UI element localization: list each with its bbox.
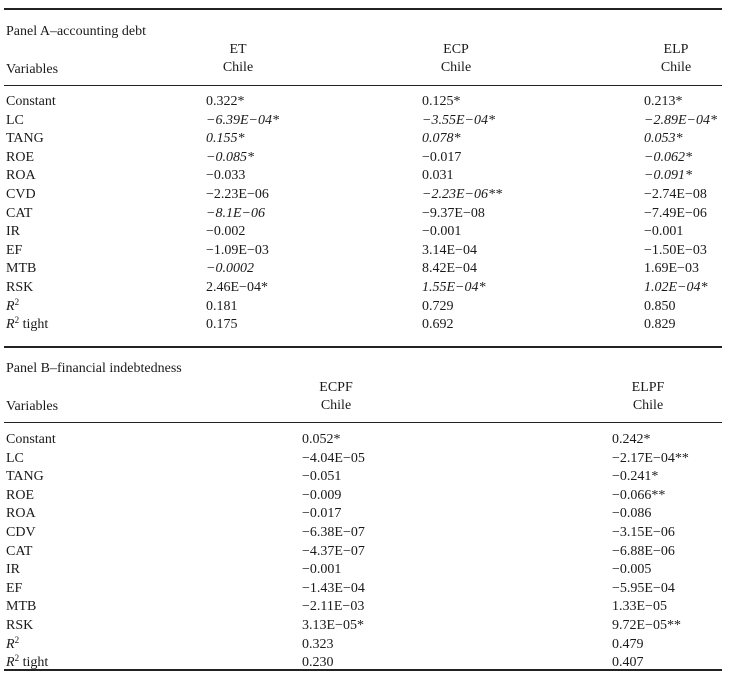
panel-b-cell: −0.086	[612, 506, 652, 522]
panel-divider-rule	[4, 346, 722, 348]
panel-a-cell: 3.14E−04	[422, 242, 477, 258]
panel-b-row-label-constant: Constant	[6, 432, 56, 447]
panel-a-col-sub-ecp: Chile	[440, 60, 472, 75]
panel-a-cell: −2.74E−08	[644, 187, 707, 202]
panel-b-cell: −4.04E−05	[302, 450, 365, 466]
panel-a-cell: 0.850	[644, 298, 676, 314]
panel-a-cell: −8.1E−06	[206, 205, 265, 221]
panel-b-cell: −0.066**	[612, 487, 666, 503]
panel-b-col-header-elpf: ELPF	[631, 380, 665, 395]
panel-b-title: Panel B–financial indebtedness	[6, 361, 182, 376]
panel-b-cell: −3.15E−06	[612, 525, 675, 540]
panel-a-cell: 0.692	[422, 317, 454, 333]
panel-a-cell: −6.39E−04*	[206, 112, 279, 128]
panel-b-row-label-ef: EF	[6, 580, 23, 596]
panel-a-row-label-mtb: MTB	[6, 261, 37, 277]
panel-a-row-label-cvd: CVD	[6, 187, 36, 202]
panel-b-cell: −0.001	[302, 562, 342, 578]
panel-a-cell: −2.23E−06**	[422, 187, 502, 202]
panel-a-row-label-roa: ROA	[6, 168, 36, 184]
panel-a-cell: −0.017	[422, 149, 462, 165]
panel-a-row-label-ir: IR	[6, 224, 20, 240]
panel-a-cell: 1.55E−04*	[422, 280, 486, 295]
panel-b-col-header-ecpf: ECPF	[319, 380, 353, 395]
panel-b-variables-label: Variables	[6, 399, 59, 414]
panel-a-cell: −0.091*	[644, 168, 692, 184]
panel-b-cell: −0.009	[302, 487, 342, 503]
panel-a-col-header-ecp: ECP	[443, 42, 469, 57]
panel-a-cell: −0.033	[206, 168, 246, 184]
panel-b-cell: 0.242*	[612, 432, 651, 447]
panel-b-cell: −0.017	[302, 506, 342, 522]
panel-a-cell: 0.078*	[422, 131, 461, 147]
panel-b-row-label-roe: ROE	[6, 487, 34, 503]
panel-a-cell: 0.322*	[206, 94, 245, 109]
panel-b-cell: 1.33E−05	[612, 599, 667, 615]
panel-b-cell: 0.323	[302, 636, 334, 652]
panel-b-row-label-mtb: MTB	[6, 599, 37, 615]
panel-a-row-label-roe: ROE	[6, 149, 34, 165]
panel-a-cell: 0.155*	[206, 131, 245, 147]
panel-a-cell: −0.062*	[644, 149, 692, 165]
panel-a-cell: 0.829	[644, 317, 676, 333]
panel-b-col-sub-elpf: Chile	[632, 398, 664, 413]
panel-a-row-label-r2-tight: $R^2$ tight	[6, 315, 49, 333]
panel-b-cell: 0.479	[612, 636, 644, 652]
panel-b-row-label-cat: CAT	[6, 543, 33, 559]
panel-a-cell: −2.89E−04*	[644, 112, 717, 128]
panel-b-cell: −5.95E−04	[612, 580, 675, 596]
panel-a-cell: 2.46E−04*	[206, 280, 268, 295]
panel-b-cell: −6.88E−06	[612, 543, 675, 559]
panel-a-cell: −0.085*	[206, 149, 254, 165]
panel-a-cell: −0.001	[422, 224, 462, 240]
panel-b-cell: 0.407	[612, 655, 644, 671]
panel-a-row-label-lc: LC	[6, 112, 24, 128]
panel-a-cell: −0.001	[644, 224, 684, 240]
panel-a-row-label-tang: TANG	[6, 131, 44, 147]
panel-b-row-label-ir: IR	[6, 562, 20, 578]
panel-a-cell: 8.42E−04	[422, 261, 477, 277]
panel-a-cell: 1.69E−03	[644, 261, 699, 277]
panel-a-cell: 0.213*	[644, 94, 683, 109]
panel-a-cell: 0.175	[206, 317, 238, 333]
panel-b-row-label-tang: TANG	[6, 469, 44, 485]
panel-a-col-sub-et: Chile	[222, 60, 254, 75]
panel-a-cell: −9.37E−08	[422, 205, 485, 221]
panel-b-cell: −6.38E−07	[302, 525, 365, 540]
panel-b-cell: −1.43E−04	[302, 580, 365, 596]
panel-a-cell: 0.729	[422, 298, 454, 314]
panel-b-cell: −2.17E−04**	[612, 450, 689, 466]
panel-a-row-label-constant: Constant	[6, 94, 56, 109]
panel-a-cell: −1.50E−03	[644, 242, 707, 258]
panel-a-cell: −1.09E−03	[206, 242, 269, 258]
panel-b-cell: 3.13E−05*	[302, 618, 364, 633]
panel-a-cell: −0.002	[206, 224, 246, 240]
panel-a-variables-label: Variables	[6, 62, 59, 77]
panel-b-cell: −4.37E−07	[302, 543, 365, 559]
panel-a-cell: −2.23E−06	[206, 187, 269, 202]
panel-b-col-sub-ecpf: Chile	[320, 398, 352, 413]
panel-a-cell: −7.49E−06	[644, 205, 707, 221]
panel-b-cell: 0.230	[302, 655, 334, 671]
panel-a-row-label-rsk: RSK	[6, 280, 34, 295]
panel-b-cell: −0.241*	[612, 469, 659, 485]
panel-b-row-label-r2: $R^2$	[6, 634, 20, 652]
panel-b-cell: 0.052*	[302, 432, 341, 447]
panel-b-row-label-rsk: RSK	[6, 618, 34, 633]
panel-a-col-sub-elp: Chile	[660, 60, 692, 75]
panel-a-cell: 0.053*	[644, 131, 683, 147]
panel-a-cell: 0.031	[422, 168, 454, 184]
panel-a-row-label-r2: $R^2$	[6, 296, 20, 314]
panel-a-cell: −0.0002	[206, 261, 254, 277]
panel-a-col-header-et: ET	[229, 42, 247, 57]
panel-b-row-label-roa: ROA	[6, 506, 36, 522]
panel-b-cell: 9.72E−05**	[612, 618, 681, 633]
panel-a-cell: −3.55E−04*	[422, 112, 495, 128]
panel-a-title: Panel A–accounting debt	[6, 24, 146, 39]
panel-b-row-label-r2-tight: $R^2$ tight	[6, 653, 49, 671]
panel-b-cell: −0.005	[612, 562, 652, 578]
panel-b-row-label-cdv: CDV	[6, 525, 36, 540]
panel-b-cell: −2.11E−03	[302, 599, 365, 615]
panel-a-row-label-cat: CAT	[6, 205, 33, 221]
panel-b-header-rule	[4, 422, 722, 423]
panel-a-cell: 0.125*	[422, 94, 461, 109]
panel-a-cell: 0.181	[206, 298, 238, 314]
panel-a-cell: 1.02E−04*	[644, 280, 708, 295]
panel-a-row-label-ef: EF	[6, 242, 23, 258]
panel-b-row-label-lc: LC	[6, 450, 24, 466]
panel-b-cell: −0.051	[302, 469, 342, 485]
panel-a-col-header-elp: ELP	[663, 42, 689, 57]
top-rule	[4, 8, 722, 10]
panel-a-header-rule	[4, 85, 722, 86]
